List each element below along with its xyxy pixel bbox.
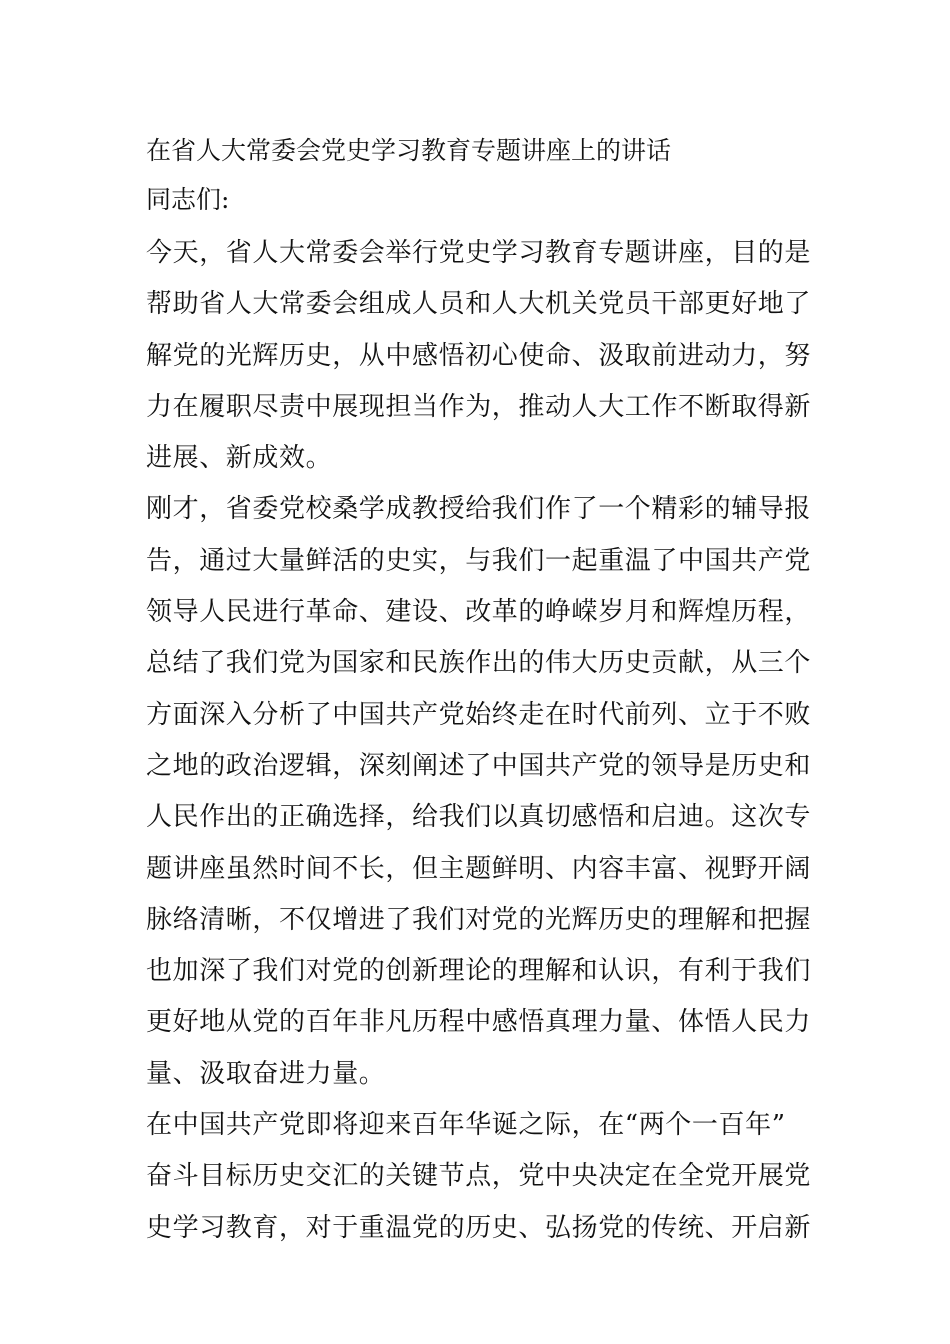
- text-line: 在中国共产党即将迎来百年华诞之际，在“两个一百年”: [146, 1110, 786, 1141]
- text-line: 解党的光辉历史，从中感悟初心使命、汲取前进动力，努: [146, 340, 812, 371]
- text-line: 奋斗目标历史交汇的关键节点，党中央决定在全党开展党: [146, 1161, 812, 1192]
- text-line: 脉络清晰，不仅增进了我们对党的光辉历史的理解和把握: [146, 904, 812, 935]
- salutation: 同志们:: [146, 185, 230, 214]
- text-line: 之地的政治逻辑，深刻阐述了中国共产党的领导是历史和: [146, 750, 812, 781]
- text-line: 今天，省人大常委会举行党史学习教育专题讲座，目的是: [146, 238, 812, 268]
- text-line: 方面深入分析了中国共产党始终走在时代前列、立于不败: [146, 699, 812, 730]
- text-line: 人民作出的正确选择，给我们以真切感悟和启迪。这次专: [146, 802, 812, 833]
- text-line: 刚才，省委党校桑学成教授给我们作了一个精彩的辅导报: [146, 494, 812, 525]
- text-line: 更好地从党的百年非凡历程中感悟真理力量、体悟人民力: [146, 1007, 812, 1038]
- paragraph: [146, 228, 826, 484]
- text-line: 告，通过大量鲜活的史实，与我们一起重温了中国共产党: [146, 545, 812, 576]
- paragraph: [146, 484, 826, 1100]
- text-line: 史学习教育，对于重温党的历史、弘扬党的传统、开启新: [146, 1212, 812, 1243]
- document-body: [146, 228, 826, 1254]
- paragraph: [146, 1100, 826, 1254]
- document-title: 在省人大常委会党史学习教育专题讲座上的讲话: [146, 136, 672, 165]
- text-line: 领导人民进行革命、建设、改革的峥嵘岁月和辉煌历程，: [146, 597, 812, 628]
- text-line: 量、汲取奋进力量。: [146, 1058, 386, 1089]
- text-line: 也加深了我们对党的创新理论的理解和认识，有利于我们: [146, 956, 812, 987]
- text-line: 总结了我们党为国家和民族作出的伟大历史贡献，从三个: [146, 648, 812, 679]
- text-line: 进展、新成效。: [146, 443, 333, 474]
- text-line: 帮助省人大常委会组成人员和人大机关党员干部更好地了: [146, 289, 812, 320]
- text-line: 题讲座虽然时间不长，但主题鲜明、内容丰富、视野开阔: [146, 853, 812, 884]
- text-line: 力在履职尽责中展现担当作为，推动人大工作不断取得新: [146, 391, 812, 422]
